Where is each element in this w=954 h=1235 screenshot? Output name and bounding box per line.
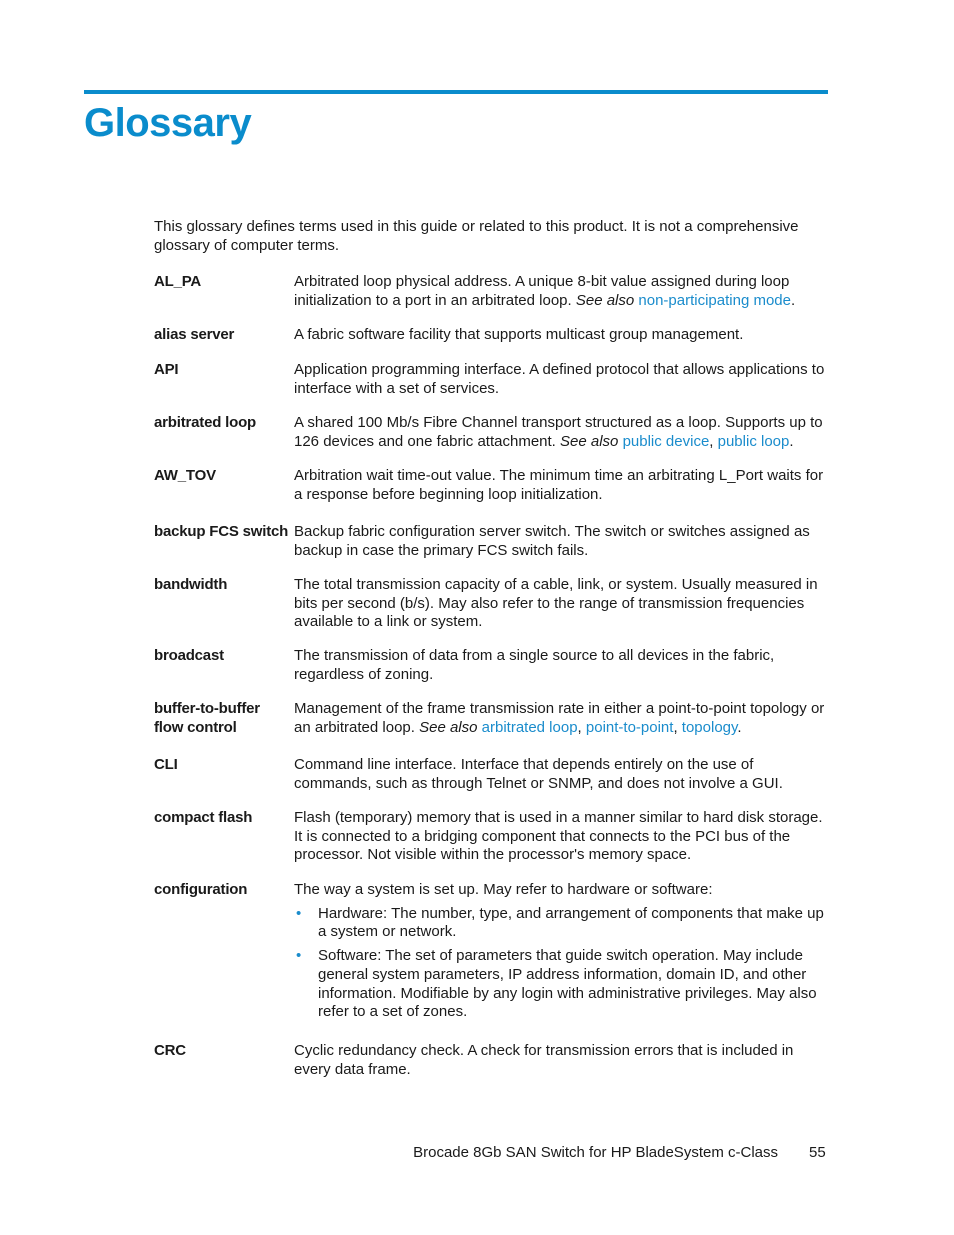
definition: Command line interface. Interface that depends entirely on the use of commands, such as through Telnet or SNMP, and does not involve a GUI. bbox=[294, 756, 783, 792]
term: alias server bbox=[154, 326, 235, 343]
term: arbitrated loop bbox=[154, 414, 257, 431]
list-item: • Hardware: The number, type, and arrangement of components that make up a system or network. bbox=[296, 904, 824, 941]
term: API bbox=[154, 361, 179, 378]
footer-title: Brocade 8Gb SAN Switch for HP BladeSystem c-Class bbox=[413, 1144, 778, 1161]
link-public-device[interactable]: public device bbox=[622, 432, 710, 450]
link-non-participating-mode[interactable]: non-participating mode bbox=[638, 291, 791, 309]
term: CRC bbox=[154, 1042, 186, 1059]
term: CLI bbox=[154, 756, 178, 773]
definition: Backup fabric configuration server switch. The switch or switches assigned as backup in case the primary FCS switch fails. bbox=[294, 523, 810, 559]
page-title: Glossary bbox=[84, 101, 252, 145]
term: configuration bbox=[154, 881, 248, 898]
term: broadcast bbox=[154, 647, 224, 664]
term: compact flash bbox=[154, 809, 253, 826]
definition: Cyclic redundancy check. A check for transmission errors that is included in every data frame. bbox=[294, 1042, 794, 1078]
term: buffer-to-buffer flow control bbox=[154, 700, 260, 736]
definition: Flash (temporary) memory that is used in a manner similar to hard disk storage. It is connected to a bridging component that connects to the PCI bus of the processor. Not visible within the processor's memory space. bbox=[294, 809, 823, 864]
see-also-label: See also bbox=[560, 432, 619, 450]
definition: The total transmission capacity of a cable, link, or system. Usually measured in bits per second (b/s). May also refer to the range of transmission frequencies available to a link or system. bbox=[294, 576, 818, 631]
see-also-label: See also bbox=[419, 718, 478, 736]
link-arbitrated-loop[interactable]: arbitrated loop bbox=[481, 718, 578, 736]
list-item: • Software: The set of parameters that guide switch operation. May include general system parameters, IP address information, domain ID, and other information. Modifiable by any login with administrative privileges. May also refer to a set of zones. bbox=[296, 947, 817, 1021]
definition: A shared 100 Mb/s Fibre Channel transport structured as a loop. Supports up to 126 devices and one fabric attachment. See also public device, public loop. bbox=[294, 414, 823, 450]
title-rule bbox=[84, 90, 828, 94]
definition: Application programming interface. A defined protocol that allows applications to interface with a set of services. bbox=[294, 361, 825, 397]
page-number: 55 bbox=[809, 1144, 826, 1161]
definition: Arbitrated loop physical address. A unique 8-bit value assigned during loop initialization to a port in an arbitrated loop. See also non-participating mode. bbox=[294, 273, 796, 309]
term: backup FCS switch bbox=[154, 523, 289, 540]
definition: The way a system is set up. May refer to hardware or software: • Hardware: The number, type, and arrangement of components that make up a system or network. • Software: The set of parameters that guide switch operation. May include general system parameters, IP address information, domain ID, and other information. Modifiable by any login with administrative privileges. May also refer to a set of zones. bbox=[294, 881, 830, 1027]
link-point-to-point[interactable]: point-to-point bbox=[585, 718, 674, 736]
link-topology[interactable]: topology bbox=[681, 718, 738, 736]
definition: Management of the frame transmission rate in either a point-to-point topology or an arbitrated loop. See also arbitrated loop, point-to-point, topology. bbox=[294, 700, 825, 736]
see-also-label: See also bbox=[575, 291, 635, 309]
term: AL_PA bbox=[154, 273, 202, 290]
term: bandwidth bbox=[154, 576, 228, 593]
intro-paragraph: This glossary defines terms used in this guide or related to this product. It is not a comprehensive glossary of computer terms. bbox=[154, 218, 799, 254]
definition: Arbitration wait time-out value. The minimum time an arbitrating L_Port waits for a response before beginning loop initialization. bbox=[294, 467, 824, 503]
definition: A fabric software facility that supports multicast group management. bbox=[294, 326, 744, 343]
bullet-icon: • bbox=[296, 904, 302, 922]
link-public-loop[interactable]: public loop bbox=[717, 432, 790, 450]
bullet-icon: • bbox=[296, 947, 302, 965]
definition: The transmission of data from a single source to all devices in the fabric, regardless of zoning. bbox=[294, 647, 775, 683]
definition-bullets bbox=[294, 905, 830, 1022]
term: AW_TOV bbox=[154, 467, 216, 484]
